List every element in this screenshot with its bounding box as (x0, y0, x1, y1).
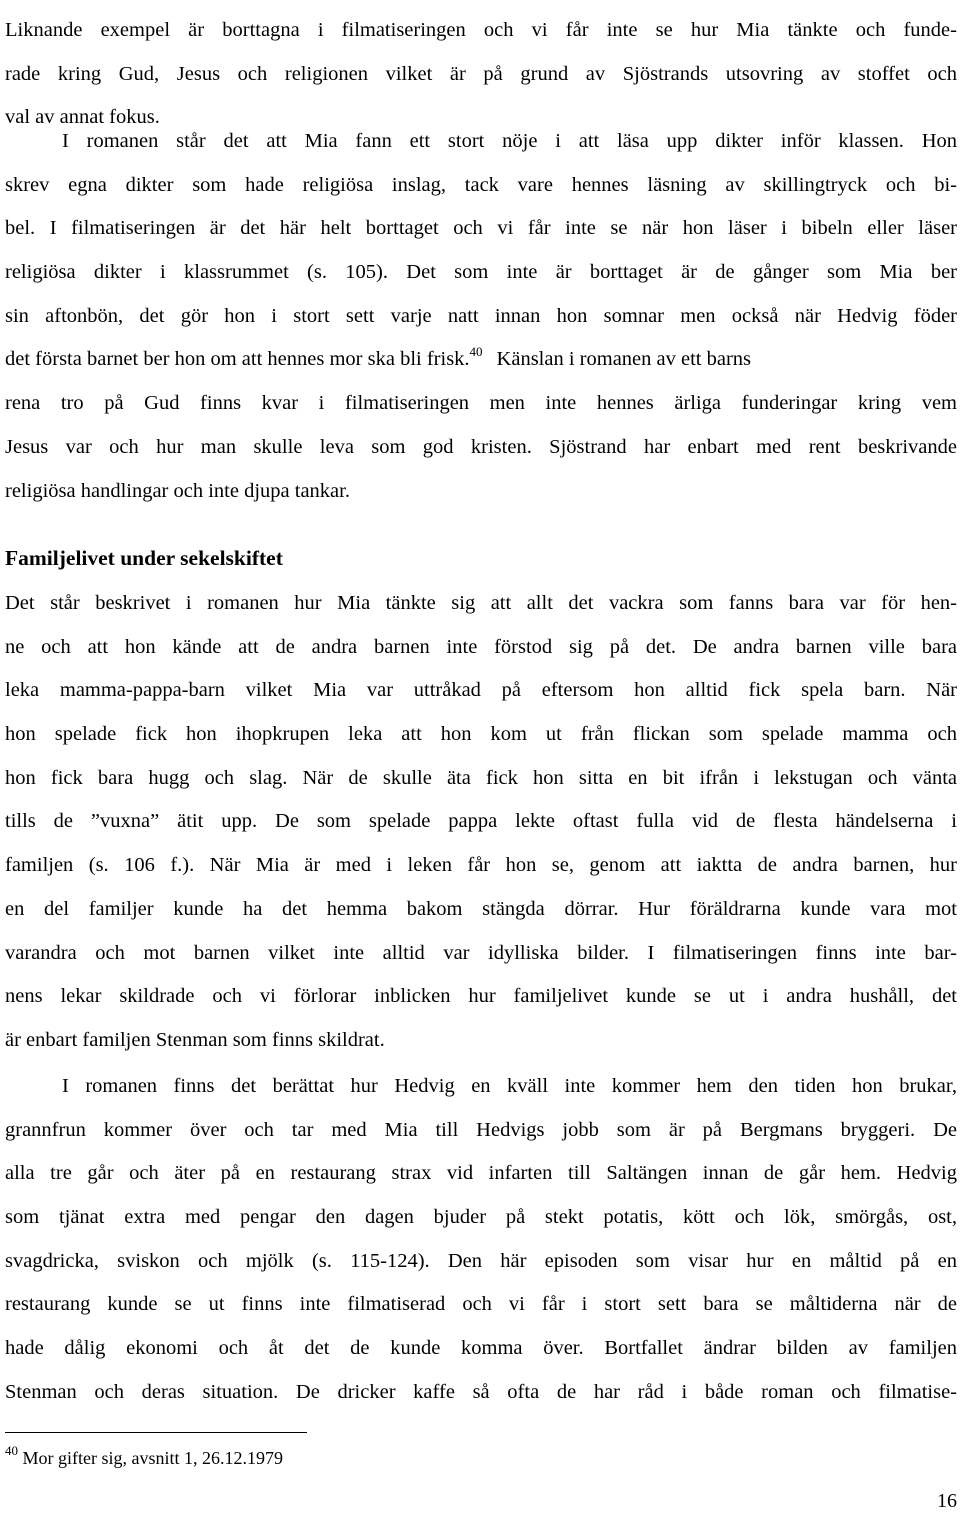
paragraph-4 (5, 1065, 957, 1415)
text-line: hon fick bara hugg och slag. När de skulle äta fick hon sitta en bit ifrån i lekstugan och vänta (5, 766, 957, 789)
text-line: skrev egna dikter som hade religiösa inslag, tack vare hennes läsning av skillingtryck och bi- (5, 173, 957, 196)
text-segment: det första barnet ber hon om att hennes mor ska bli frisk. (5, 348, 470, 371)
text-line: sin aftonbön, det gör hon i stort sett varje natt innan hon somnar men också när Hedvig föder (5, 304, 957, 327)
footnote (5, 1444, 283, 1472)
text-line: Det står beskrivet i romanen hur Mia tänkte sig att allt det vackra som fanns bara var för hen- (5, 592, 957, 614)
section-heading: Familjelivet under sekelskiftet (5, 546, 283, 570)
page-number: 16 (937, 1490, 957, 1512)
text-line: I romanen finns det berättat hur Hedvig en kväll inte kommer hem den tiden hon brukar, (62, 1075, 957, 1097)
text-line: alla tre går och äter på en restaurang strax vid infarten till Saltängen innan de går hem. Hedvig (5, 1162, 957, 1185)
text-line: ne och att hon kände att de andra barnen inte förstod sig på det. De andra barnen ville bara (5, 635, 957, 658)
text-line: varandra och mot barnen vilket inte alltid var idylliska bilder. I filmatiseringen finns inte bar- (5, 941, 957, 964)
text-line: nens lekar skildrade och vi förlorar inblicken hur familjelivet kunde se ut i andra hushåll, det (5, 985, 957, 1008)
text-line: hon spelade fick hon ihopkrupen leka att hon kom ut från flickan som spelade mamma och (5, 723, 957, 746)
text-line: tills de ”vuxna” ätit upp. De som spelade pappa lekte oftast fulla vid de flesta händelserna i (5, 810, 957, 833)
paragraph-2 (5, 120, 957, 513)
text-line: rena tro på Gud finns kvar i filmatiseringen men inte hennes ärliga funderingar kring vem (5, 392, 957, 415)
text-line: restaurang kunde se ut finns inte filmatiserad och vi får i stort sett bara se måltiderna när de (5, 1293, 957, 1316)
text-line: svagdricka, sviskon och mjölk (s. 115-124). Den här episoden som visar hur en måltid på en (5, 1249, 957, 1272)
footnote-text: Mor gifter sig, avsnitt 1, 26.12.1979 (22, 1448, 283, 1468)
text-line: en del familjer kunde ha det hemma bakom stängda dörrar. Hur föräldrarna kunde vara mot (5, 897, 957, 920)
text-segment: Känslan i romanen av ett barns (496, 348, 752, 371)
text-line: som tjänat extra med pengar den dagen bjuder på stekt potatis, kött och lök, smörgås, ost, (5, 1206, 957, 1229)
text-line: Stenman och deras situation. De dricker kaffe så ofta de har råd i både roman och filmatise- (5, 1380, 957, 1403)
paragraph-3 (5, 582, 957, 1063)
text-line: rade kring Gud, Jesus och religionen vilket är på grund av Sjöstrands utsovring av stoffet och (5, 62, 957, 85)
text-line: Jesus var och hur man skulle leva som god kristen. Sjöstrand har enbart med rent beskrivande (5, 435, 957, 458)
text-line: leka mamma-pappa-barn vilket Mia var uttråkad på eftersom hon alltid fick spela barn. När (5, 679, 957, 702)
footnote-divider (5, 1432, 307, 1433)
text-line: I romanen står det att Mia fann ett stort nöje i att läsa upp dikter inför klassen. Hon (62, 130, 957, 152)
footnote-reference[interactable]: 40 (469, 343, 483, 359)
text-line: är enbart familjen Stenman som finns skildrat. (5, 1028, 385, 1051)
text-line-with-footnote (5, 338, 957, 382)
footnote-number: 40 (5, 1443, 18, 1458)
text-line: bel. I filmatiseringen är det här helt borttaget och vi får inte se när hon läser i bibeln eller läser (5, 217, 957, 240)
text-line: hade dålig ekonomi och åt det de kunde komma över. Bortfallet ändrar bilden av familjen (5, 1337, 957, 1360)
text-line: familjen (s. 106 f.). När Mia är med i leken får hon se, genom att iaktta de andra barnen, hur (5, 854, 957, 877)
text-line: Liknande exempel är borttagna i filmatiseringen och vi får inte se hur Mia tänkte och funde- (5, 19, 957, 41)
text-line: grannfrun kommer över och tar med Mia till Hedvigs jobb som är på Bergmans bryggeri. De (5, 1118, 957, 1141)
text-line: religiösa dikter i klassrummet (s. 105). Det som inte är borttaget är de gånger som Mia ber (5, 261, 957, 284)
text-line: religiösa handlingar och inte djupa tankar. (5, 479, 350, 502)
text-line: val av annat fokus. (5, 106, 160, 129)
